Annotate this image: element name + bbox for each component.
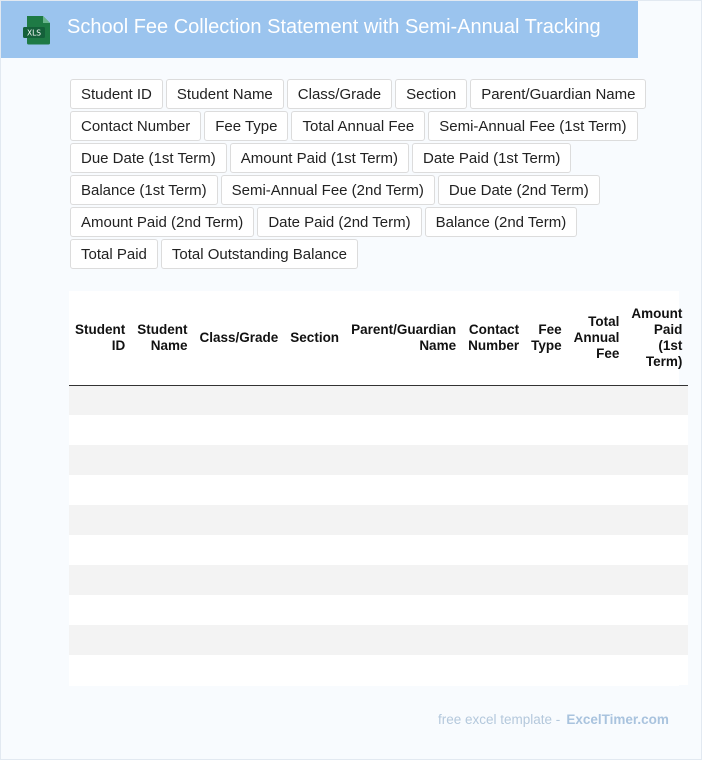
field-list	[70, 79, 650, 269]
table-cell[interactable]	[345, 595, 462, 625]
fee-table-container	[69, 291, 683, 686]
table-cell[interactable]	[284, 625, 345, 655]
column-header: Contact Number	[462, 291, 525, 385]
field-tag: Date Paid (1st Term)	[412, 143, 571, 173]
table-row	[69, 565, 688, 595]
page-title: School Fee Collection Statement with Semi-Annual Tracking	[67, 16, 601, 38]
table-cell[interactable]	[625, 505, 688, 535]
table-cell[interactable]	[131, 565, 193, 595]
table-cell[interactable]	[525, 595, 568, 625]
table-row	[69, 535, 688, 565]
table-cell[interactable]	[69, 535, 131, 565]
table-cell[interactable]	[194, 445, 285, 475]
table-cell[interactable]	[194, 535, 285, 565]
table-cell[interactable]	[525, 505, 568, 535]
table-cell[interactable]	[345, 475, 462, 505]
table-cell[interactable]	[345, 445, 462, 475]
table-cell[interactable]	[69, 415, 131, 445]
table-cell[interactable]	[525, 535, 568, 565]
excel-file-icon	[23, 15, 51, 45]
field-tag: Class/Grade	[287, 79, 392, 109]
table-cell[interactable]	[194, 415, 285, 445]
table-cell[interactable]	[131, 385, 193, 415]
table-cell[interactable]	[625, 625, 688, 655]
column-header: Student Name	[131, 291, 193, 385]
table-cell[interactable]	[568, 595, 626, 625]
table-cell[interactable]	[462, 385, 525, 415]
table-cell[interactable]	[525, 475, 568, 505]
table-header-row	[69, 291, 688, 385]
table-cell[interactable]	[525, 655, 568, 685]
table-cell[interactable]	[568, 625, 626, 655]
table-cell[interactable]	[69, 505, 131, 535]
column-header: Class/Grade	[194, 291, 285, 385]
table-cell[interactable]	[625, 595, 688, 625]
table-cell[interactable]	[462, 625, 525, 655]
field-tag: Date Paid (2nd Term)	[257, 207, 421, 237]
table-row	[69, 385, 688, 415]
field-tag: Contact Number	[70, 111, 201, 141]
table-cell[interactable]	[625, 565, 688, 595]
table-cell[interactable]	[194, 475, 285, 505]
field-tag: Fee Type	[204, 111, 288, 141]
field-tag: Amount Paid (2nd Term)	[70, 207, 254, 237]
table-cell[interactable]	[568, 505, 626, 535]
table-cell[interactable]	[131, 535, 193, 565]
table-cell[interactable]	[345, 505, 462, 535]
table-cell[interactable]	[568, 445, 626, 475]
table-body	[69, 385, 688, 685]
table-cell[interactable]	[284, 385, 345, 415]
footer-brand-link[interactable]: ExcelTimer.com	[566, 712, 669, 727]
field-tag: Student ID	[70, 79, 163, 109]
table-row	[69, 445, 688, 475]
column-header: Total Annual Fee	[568, 291, 626, 385]
table-cell[interactable]	[131, 445, 193, 475]
field-tag: Parent/Guardian Name	[470, 79, 646, 109]
table-cell[interactable]	[284, 595, 345, 625]
table-cell[interactable]	[345, 535, 462, 565]
table-cell[interactable]	[625, 475, 688, 505]
column-header: Parent/Guardian Name	[345, 291, 462, 385]
table-cell[interactable]	[462, 565, 525, 595]
field-tag: Total Outstanding Balance	[161, 239, 358, 269]
table-cell[interactable]	[345, 625, 462, 655]
table-cell[interactable]	[284, 655, 345, 685]
field-tag: Balance (1st Term)	[70, 175, 218, 205]
fee-table	[69, 291, 688, 685]
table-cell[interactable]	[69, 475, 131, 505]
column-header: Amount Paid (1st Term)	[625, 291, 688, 385]
title-bar	[1, 1, 638, 58]
table-cell[interactable]	[462, 595, 525, 625]
table-cell[interactable]	[131, 475, 193, 505]
table-row	[69, 625, 688, 655]
field-tag: Amount Paid (1st Term)	[230, 143, 409, 173]
table-cell[interactable]	[131, 415, 193, 445]
table-cell[interactable]	[525, 625, 568, 655]
table-cell[interactable]	[69, 625, 131, 655]
field-tag: Balance (2nd Term)	[425, 207, 578, 237]
table-cell[interactable]	[284, 415, 345, 445]
table-row	[69, 475, 688, 505]
table-row	[69, 415, 688, 445]
table-cell[interactable]	[625, 535, 688, 565]
icon-label: XLS	[26, 28, 42, 38]
column-header: Section	[284, 291, 345, 385]
table-cell[interactable]	[462, 535, 525, 565]
table-row	[69, 505, 688, 535]
table-cell[interactable]	[625, 415, 688, 445]
table-cell[interactable]	[568, 565, 626, 595]
table-cell[interactable]	[69, 565, 131, 595]
footer-credit	[438, 712, 669, 727]
table-cell[interactable]	[131, 655, 193, 685]
table-cell[interactable]	[284, 445, 345, 475]
table-cell[interactable]	[462, 505, 525, 535]
table-cell[interactable]	[568, 535, 626, 565]
field-tag: Student Name	[166, 79, 284, 109]
table-cell[interactable]	[284, 535, 345, 565]
table-cell[interactable]	[284, 475, 345, 505]
table-cell[interactable]	[131, 595, 193, 625]
table-cell[interactable]	[525, 445, 568, 475]
table-cell[interactable]	[194, 625, 285, 655]
table-row	[69, 595, 688, 625]
field-tag: Semi-Annual Fee (2nd Term)	[221, 175, 435, 205]
table-cell[interactable]	[462, 655, 525, 685]
table-cell[interactable]	[345, 385, 462, 415]
table-cell[interactable]	[345, 565, 462, 595]
table-cell[interactable]	[69, 385, 131, 415]
table-cell[interactable]	[525, 565, 568, 595]
table-cell[interactable]	[345, 415, 462, 445]
table-cell[interactable]	[69, 595, 131, 625]
table-cell[interactable]	[284, 565, 345, 595]
table-cell[interactable]	[625, 655, 688, 685]
table-cell[interactable]	[69, 445, 131, 475]
table-cell[interactable]	[462, 445, 525, 475]
field-tag: Total Annual Fee	[291, 111, 425, 141]
table-row	[69, 655, 688, 685]
table-cell[interactable]	[69, 655, 131, 685]
table-cell[interactable]	[568, 655, 626, 685]
table-cell[interactable]	[194, 565, 285, 595]
table-cell[interactable]	[131, 625, 193, 655]
table-cell[interactable]	[525, 385, 568, 415]
column-header: Student ID	[69, 291, 131, 385]
table-cell[interactable]	[462, 475, 525, 505]
table-cell[interactable]	[194, 595, 285, 625]
table-cell[interactable]	[131, 505, 193, 535]
field-tag: Due Date (2nd Term)	[438, 175, 600, 205]
table-cell[interactable]	[194, 505, 285, 535]
table-cell[interactable]	[568, 415, 626, 445]
table-cell[interactable]	[345, 655, 462, 685]
table-cell[interactable]	[525, 415, 568, 445]
table-cell[interactable]	[625, 445, 688, 475]
table-cell[interactable]	[284, 505, 345, 535]
field-tag: Semi-Annual Fee (1st Term)	[428, 111, 637, 141]
field-tag: Due Date (1st Term)	[70, 143, 227, 173]
table-cell[interactable]	[462, 415, 525, 445]
table-cell[interactable]	[568, 385, 626, 415]
table-cell[interactable]	[194, 385, 285, 415]
footer-prefix: free excel template -	[438, 712, 561, 727]
table-cell[interactable]	[194, 655, 285, 685]
field-tag: Total Paid	[70, 239, 158, 269]
column-header: Fee Type	[525, 291, 568, 385]
table-cell[interactable]	[568, 475, 626, 505]
field-tag: Section	[395, 79, 467, 109]
table-cell[interactable]	[625, 385, 688, 415]
